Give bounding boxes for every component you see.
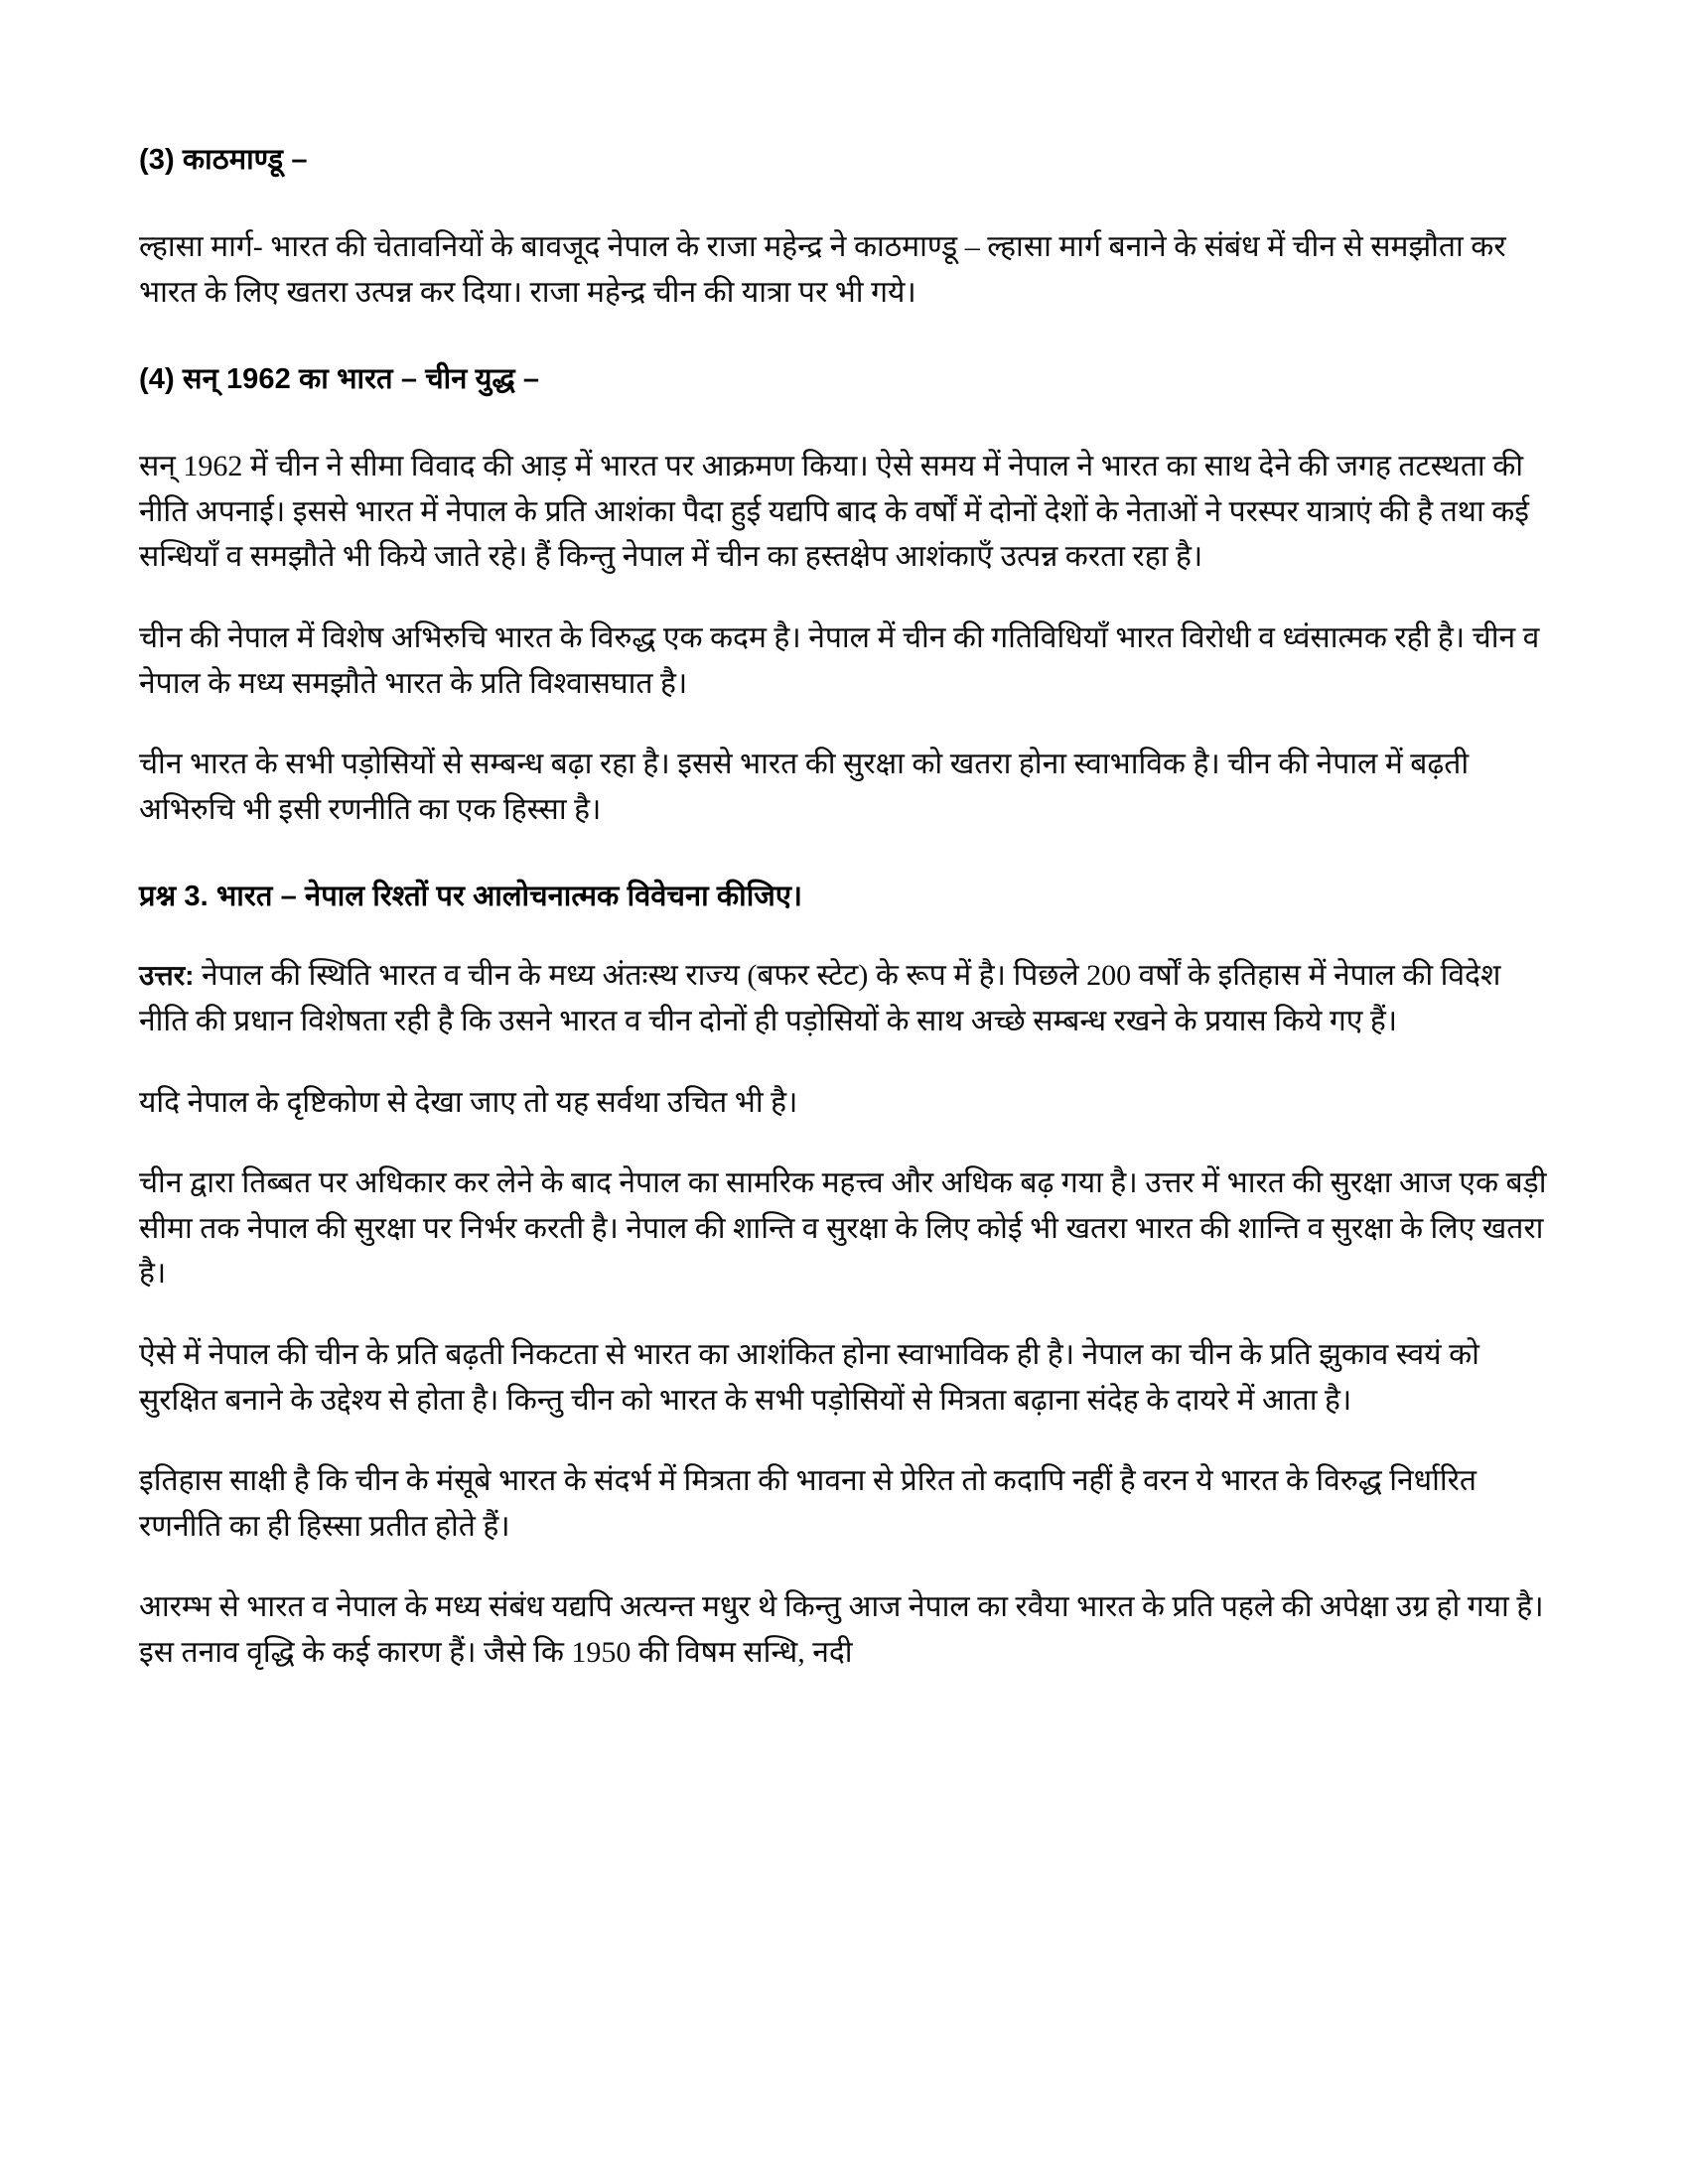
paragraph-lhasa-marg: ल्हासा मार्ग- भारत की चेतावनियों के बावजूद नेपाल के राजा महेन्द्र ने काठमाण्डू – ल्हासा मार्ग बनाने के संबंध में चीन से समझौता कर भारत के लिए खतरा उत्पन्न कर दिया। राजा महेन्द्र चीन की यात्रा पर भी गये। [139, 230, 1506, 309]
paragraph-china-neighbours: चीन भारत के सभी पड़ोसियों से सम्बन्ध बढ़ा रहा है। इससे भारत की सुरक्षा को खतरा होना स्वाभाविक है। चीन की नेपाल में बढ़ती अभिरुचि भी इसी रणनीति का एक हिस्सा है। [139, 748, 1470, 826]
heading-1962-war: (4) सन् 1962 का भारत – चीन युद्ध – [139, 363, 540, 396]
spacer [139, 917, 1554, 953]
answer-label: उत्तर: [139, 960, 195, 992]
paragraph-nepal-china-closeness: ऐसे में नेपाल की चीन के प्रति बढ़ती निकटता से भारत का आशंकित होना स्वाभाविक ही है। नेपाल का चीन के प्रति झुकाव स्वयं को सुरक्षित बनाने के उद्देश्य से होता है। किन्तु चीन को भारत के सभी पड़ोसियों से मित्रता बढ़ाना संदेह के दायरे में आता है। [139, 1338, 1479, 1417]
paragraph-nepal-viewpoint: यदि नेपाल के दृष्टिकोण से देखा जाए तो यह सर्वथा उचित भी है। [139, 1085, 798, 1119]
spacer [139, 400, 1554, 444]
paragraph-1962-war: सन् 1962 में चीन ने सीमा विवाद की आड़ में भारत पर आक्रमण किया। ऐसे समय में नेपाल ने भारत का साथ देने की जगह तटस्थता की नीति अपनाई। इससे भारत में नेपाल के प्रति आशंका पैदा हुई यद्यपि बाद के वर्षों में दोनों देशों के नेताओं ने परस्पर यात्राएं की है तथा कई सन्धियाँ व समझौते भी किये जाते रहे। हैं किन्तु नेपाल में चीन का हस्तक्षेप आशंकाएँ उत्पन्न करता रहा है। [139, 450, 1530, 574]
paragraph-history-witness: इतिहास साक्षी है कि चीन के मंसूबे भारत के संदर्भ में मित्रता की भावना से प्रेरित तो कदापि नहीं है वरन ये भारत के विरुद्ध निर्धारित रणनीति का ही हिस्सा प्रतीत होते हैं। [139, 1464, 1477, 1543]
answer-text: नेपाल की स्थिति भारत व चीन के मध्य अंतःस्थ राज्य (बफर स्टेट) के रूप में है। पिछले 200 वर्षों के इतिहास में नेपाल की विदेश नीति की प्रधान विशेषता रही है कि उसने भारत व चीन दोनों ही पड़ोसियों के साथ अच्छे सम्बन्ध रखने के प्रयास किये गए हैं। [139, 959, 1501, 1038]
paragraph-tibet-strategic: चीन द्वारा तिब्बत पर अधिकार कर लेने के बाद नेपाल का सामरिक महत्त्व और अधिक बढ़ गया है। उत्तर में भारत की सुरक्षा आज एक बड़ी सीमा तक नेपाल की सुरक्षा पर निर्भर करती है। नेपाल की शान्ति व सुरक्षा के लिए कोई भी खतरा भारत की शान्ति व सुरक्षा के लिए खतरा है। [139, 1166, 1547, 1291]
spacer [139, 315, 1554, 358]
spacer [139, 181, 1554, 224]
spacer [139, 1044, 1554, 1080]
heading-kathmandu: (3) काठमाण्डू – [139, 144, 308, 176]
spacer [139, 580, 1554, 615]
spacer [139, 1297, 1554, 1332]
spacer [139, 832, 1554, 876]
paragraph-relations-tension: आरम्भ से भारत व नेपाल के मध्य संबंध यद्यपि अत्यन्त मधुर थे किन्तु आज नेपाल का रवैया भारत के प्रति पहले की अपेक्षा उग्र हो गया है। इस तनाव वृद्धि के कई कारण हैं। जैसे कि 1950 की विषम सन्धि, नदी [139, 1590, 1544, 1670]
spacer [139, 706, 1554, 742]
paragraph-answer-buffer-state [139, 953, 1554, 1043]
spacer [139, 1125, 1554, 1160]
document-content [139, 139, 1554, 1676]
heading-question-3: प्रश्न 3. भारत – नेपाल रिश्तों पर आलोचनात्मक विवेचना कीजिए। [139, 881, 803, 913]
spacer [139, 1423, 1554, 1458]
paragraph-china-interest-nepal: चीन की नेपाल में विशेष अभिरुचि भारत के विरुद्ध एक कदम है। नेपाल में चीन की गतिविधियाँ भारत विरोधी व ध्वंसात्मक रही है। चीन व नेपाल के मध्य समझौते भारत के प्रति विश्वासघात है। [139, 621, 1540, 700]
spacer [139, 1549, 1554, 1584]
